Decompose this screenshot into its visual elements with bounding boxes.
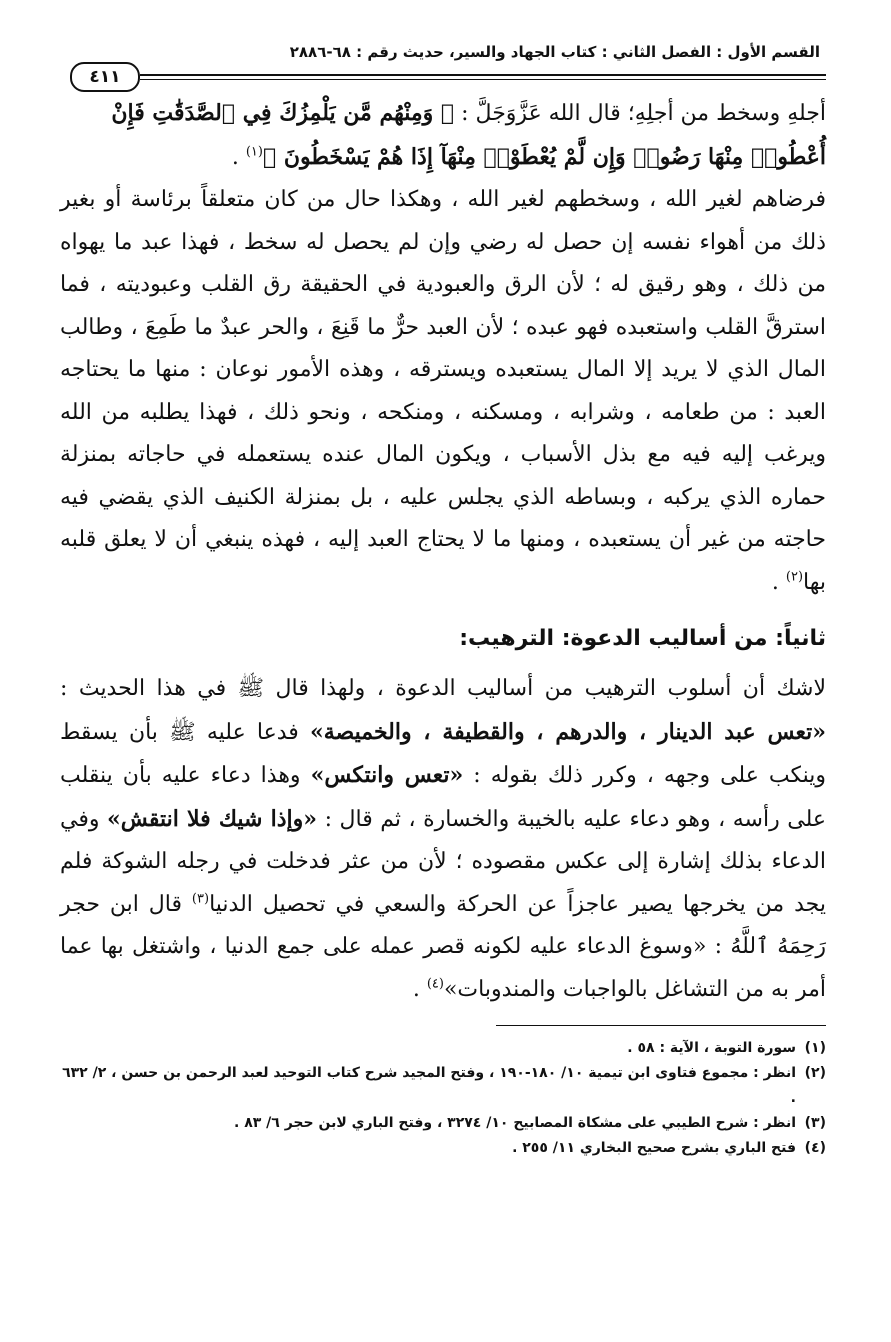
footnote-text: سورة التوبة ، الآية : ٥٨ . (627, 1040, 796, 1056)
paragraph-1-end: . (231, 144, 246, 170)
section-heading: ثانياً: من أساليب الدعوة: الترهيب: (459, 626, 826, 651)
footnote-ref-1[interactable]: (١) (245, 144, 263, 160)
paragraph-3-g: وفي الدعاء بذلك إشارة إلى عكس مقصوده ؛ لأن من عثر فدخلت في رجله الشوكة فلم يجد من يخرجها يصير عاجزاً عن الحركة والسعي في تحصيل الدنيا (60, 806, 826, 917)
header-rule (140, 74, 826, 80)
page-number: ٤١١ (70, 62, 140, 92)
paragraph-1 (60, 92, 826, 179)
page (60, 40, 826, 1161)
paragraph-3-c: فدعا عليه ﷺ بأن يسقط وينكب على وجهه ، وكرر ذلك بقوله : (60, 719, 826, 788)
footnote-number: (٣) (804, 1115, 826, 1131)
paragraph-2-text: فرضاهم لغير الله ، وسخطهم لغير الله ، وهكذا حال من كان متعلقاً برئاسة أو بغير ذلك من أهواء نفسه إن حصل له رضي وإن لم يحصل له سخط ، فهذا عبد ما يهواه من ذلك ، وهو رقيق له ؛ لأن الرق والعبودية في الحقيقة رق القلب وعبوديته ، فما استرقَّ القلب واستعبده فهو عبده ؛ لأن العبد حرٌّ ما قَنِعَ ، والحر عبدٌ ما طَمِعَ ، وطالب المال الذي لا يريد إلا المال يستعبده ويسترقه ، وهذه الأمور نوعان : منها ما يحتاجه العبد : من طعامه ، وشرابه ، ومسكنه ، ومنكحه ، ونحو ذلك ، فهذا يطلبه من الله ويرغب إليه فيه مع بذل الأسباب ، ويكون المال عنده يستعمله في حاجاته بمنزلة حماره الذي يركبه ، وبساطه الذي يجلس عليه ، بل بمنزلة الكنيف الذي يقضي فيه حاجته من غير أن يستعبده ، ومنها ما لا يحتاج العبد إليه ، فهذه ينبغي أن لا يعلق قلبه بها (60, 187, 826, 595)
footnote-ref-2[interactable]: (٢) (785, 569, 804, 585)
paragraph-1-intro: أجلهِ وسخط من أجلِهِ؛ قال الله عَزَّوَجَلَّ : (454, 101, 826, 126)
paragraph-3 (60, 668, 826, 1011)
footnote-ref-4[interactable]: (٤) (426, 976, 444, 992)
footnote-divider (496, 1025, 826, 1026)
paragraph-3-a: لاشك أن أسلوب الترهيب من أساليب الدعوة ، ولهذا قال ﷺ في هذا الحديث : (60, 676, 826, 701)
footnote-number: (٢) (804, 1065, 826, 1081)
footnote-item (60, 1061, 826, 1111)
footnote-number: (٤) (804, 1140, 826, 1156)
footnote-text: انظر : مجموع فتاوى ابن تيمية ١٠/ ١٨٠-١٩٠ ، وفتح المجيد شرح كتاب التوحيد لعبد الرحمن بن حسن ، ٢/ ٦٣٢ . (62, 1065, 796, 1106)
paragraph-3-e: وهذا دعاء عليه بأن ينقلب على رأسه ، وهو دعاء عليه بالخيبة والخسارة ، ثم قال : (60, 763, 826, 832)
hadith-quote-1: «تعس عبد الدينار ، والدرهم ، والقطيفة ، والخميصة» (309, 718, 826, 745)
footnote-text: انظر : شرح الطيبي على مشكاة المصابيح ١٠/ ٣٢٧٤ ، وفتح الباري لابن حجر ٦/ ٨٣ . (234, 1115, 796, 1131)
footnote-item (60, 1111, 826, 1136)
paragraph-3-h: قال ابن حجر رَحِمَهُ ٱللَّهُ : «وسوغ الدعاء عليه لكونه قصر عمله على جمع الدنيا ، واشتغل بها عما أمر به من التشاغل بالواجبات والمندوبات» (60, 891, 826, 1002)
footnote-number: (١) (804, 1040, 826, 1056)
footnote-text: فتح الباري بشرح صحيح البخاري ١١/ ٢٥٥ . (512, 1140, 796, 1156)
quran-verse: ﴿ وَمِنْهُم مَّن يَلْمِزُكَ فِي ٱلصَّدَقَٰتِ فَإِنْ أُعْطُوا۟ مِنْهَا رَضُوا۟ وَإِن لَّمْ يُعْطَوْا۟ مِنْهَآ إِذَا هُمْ يَسْخَطُونَ ﴾ (111, 100, 826, 170)
footnotes (60, 1036, 826, 1161)
header-rule-row (60, 64, 826, 92)
hadith-quote-2: «تعس وانتكس» (310, 762, 464, 788)
body-text (60, 92, 826, 1011)
paragraph-2 (60, 179, 826, 604)
footnote-ref-3[interactable]: (٣) (191, 891, 210, 907)
paragraph-3-end: . (412, 976, 427, 1002)
footnote-item (60, 1136, 826, 1161)
footnote-item (60, 1036, 826, 1061)
hadith-quote-3: «وإذا شيك فلا انتقش» (107, 805, 318, 832)
running-header: القسم الأول : الفصل الثاني : كتاب الجهاد والسير، حديث رقم : ٦٨-٢٨٨٦ (289, 43, 820, 61)
paragraph-2-end: . (771, 569, 786, 595)
